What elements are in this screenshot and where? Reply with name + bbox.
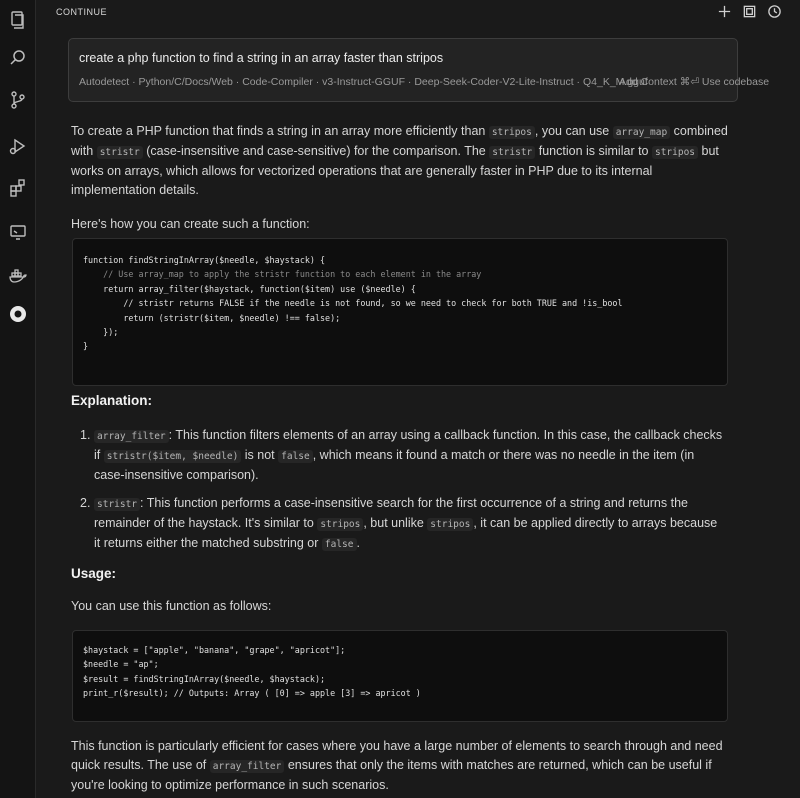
text-span: ensures that only the items with matches are returned, which can be useful if you're looking to optimize performance in such scenarios. [71,758,712,792]
inline-code: stripos [317,518,363,531]
inline-code: stripos [489,126,535,139]
activity-bar [0,0,36,798]
code-block-usage[interactable] [72,630,728,722]
code-line: return (stristr($item, $needle) !== false); [83,312,341,323]
list-number: 1. [80,428,91,442]
add-icon[interactable] [717,4,732,19]
model-selector[interactable]: Autodetect · Python/C/Docs/Web · Code-Compiler · v3-Instruct-GGUF · Deep-Seek-Coder-V2-Lite-Instruct · Q4_K_M.gguf [79,76,648,88]
text-span: , you can use [534,124,613,138]
text-span: (case-insensitive and case-sensitive) for the comparison. The [142,144,490,158]
header-actions [717,4,782,19]
code-line: $result = findStringInArray($needle, $haystack); [83,673,326,684]
inline-code: array_map [613,126,670,139]
code-line: }); [83,327,119,338]
history-icon[interactable] [767,4,782,19]
panel-title: CONTINUE [56,7,107,17]
intro-paragraph [71,122,731,200]
list-item [80,494,724,554]
text-span: To create a PHP function that finds a string in an array more efficiently than [71,124,489,138]
code-block-function[interactable] [72,238,728,386]
code-lines [73,253,727,354]
list-item [80,426,724,485]
run-debug-icon[interactable] [6,134,30,158]
text-span: function is similar to [535,144,652,158]
search-icon[interactable] [6,46,30,70]
list-number: 2. [80,496,91,510]
inline-code: array_filter [94,430,169,443]
code-line: return array_filter($haystack, function($item) use ($needle) { [83,283,416,294]
user-prompt-box[interactable] [68,38,770,102]
text-span: is not [241,448,279,462]
usage-heading: Usage: [71,566,117,581]
text-span: : This function performs a case-insensitive search for the first occurrence of a string and returns the remainder of the haystack. It's similar to [94,496,688,530]
code-lines [73,643,727,701]
explanation-heading: Explanation: [71,393,153,408]
explorer-icon[interactable] [6,8,30,32]
inline-code: stripos [652,146,698,159]
extensions-icon[interactable] [6,176,30,200]
code-line: // stristr returns FALSE if the needle is not found, so we need to check for both TRUE and !is_bool [83,298,623,309]
source-control-icon[interactable] [6,88,30,112]
prompt-text: create a php function to find a string in an array faster than stripos [79,51,444,65]
inline-code: stristr [489,146,535,159]
inline-code: stripos [427,518,473,531]
panel-header [36,0,800,24]
text-span: , it can be applied directly to arrays because it returns either the matched substring or [94,516,718,550]
inline-code: stristr [94,498,140,511]
inline-code: stristr($item, $needle) [104,450,242,463]
inline-code: false [278,450,313,463]
text-span: This function is particularly efficient for cases where you have a large number of elements to search through and need quick results. The use of [71,739,723,772]
code-line: $haystack = ["apple", "banana", "grape", "apricot"]; [83,645,346,655]
code-line: $needle = "ap"; [83,659,159,670]
inline-code: array_filter [210,760,285,773]
howto-paragraph: Here's how you can create such a function: [71,217,310,231]
code-line: // Use array_map to apply the stristr function to each element in the array [83,269,482,280]
closing-paragraph [71,737,731,795]
fullscreen-icon[interactable] [742,4,757,19]
answer-intro [71,122,731,249]
text-span: : This function filters elements of an array using a callback function. In this case, the callback checks if [94,428,723,462]
inline-code: false [322,538,357,551]
context-controls[interactable]: Add Context ⌘⏎ Use codebase [619,76,770,88]
chat-panel [36,24,800,798]
text-span: , which means it found a match or there was no needle in the item (in case-insensitive comparison). [94,448,695,482]
code-line: } [83,341,89,352]
text-span: but works on arrays, which allows for vectorized operations that are generally faster in PHP due to its internal implementation details. [71,144,719,197]
code-line: print_r($result); // Outputs: Array ( [0] => apple [3] => apricot ) [83,688,421,699]
continue-icon[interactable] [6,302,30,326]
text-span: , but unlike [363,516,428,530]
text-span: combined with [71,124,728,158]
text-span: . [356,536,360,550]
inline-code: stristr [97,146,143,159]
remote-explorer-icon[interactable] [6,220,30,244]
code-line: function findStringInArray($needle, $haystack) { [83,255,326,265]
docker-icon[interactable] [6,264,30,288]
usage-text: You can use this function as follows: [71,599,272,613]
